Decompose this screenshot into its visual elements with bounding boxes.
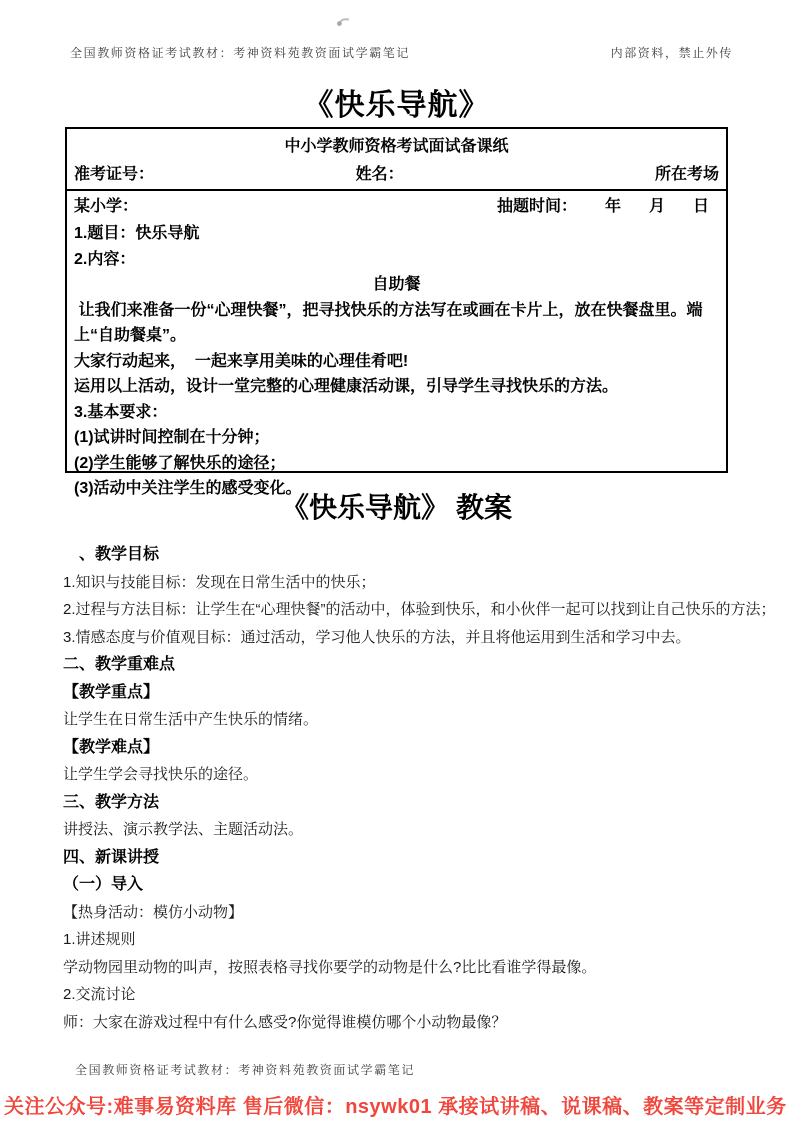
exam-no-label: 准考证号： xyxy=(74,166,155,183)
body-line: 让学生学会寻找快乐的途径。 xyxy=(63,766,259,783)
section-heading: 四、新课讲授 xyxy=(63,848,160,866)
promo-banner: 关注公众号:难事易资料库 售后微信：nsywk01 承接试讲稿、说课稿、教案等定制业务 xyxy=(4,1096,787,1118)
body-line: 【热身活动：模仿小动物】 xyxy=(63,903,244,921)
day-label: 日 xyxy=(692,198,709,215)
prep-line-content-label: 2.内容： xyxy=(74,250,136,268)
prep-line-paragraph: 大家行动起来， 一起来享用美味的心理佳肴吧! xyxy=(74,352,409,370)
school-label: 某小学： xyxy=(74,198,139,215)
prep-line-requirement: (2)学生能够了解快乐的途径； xyxy=(74,454,286,472)
body-line: 1.讲述规则 xyxy=(63,931,136,948)
body-line: 让学生在日常生活中产生快乐的情绪。 xyxy=(63,711,319,728)
prep-sheet-table xyxy=(65,127,728,497)
subsection-heading: （一）导入 xyxy=(63,876,144,893)
month-label: 月 xyxy=(648,198,665,215)
page-header xyxy=(70,44,733,61)
prep-line-paragraph: 运用以上活动，设计一堂完整的心理健康活动课，引导学生寻找快乐的方法。 xyxy=(74,378,619,395)
prep-line-paragraph: 让我们来准备一份“心理快餐”，把寻找快乐的方法写在或画在卡片上，放在快餐盘里。端上“自助餐桌”。 xyxy=(74,301,703,344)
prep-line-topic: 1.题目：快乐导航 xyxy=(74,225,200,242)
year-label: 年 xyxy=(604,198,621,215)
body-line: 学动物园里动物的叫声，按照表格寻找你要学的动物是什么?比比看谁学得最像。 xyxy=(63,958,597,976)
body-line: 1.知识与技能目标：发现在日常生活中的快乐； xyxy=(63,573,376,591)
lesson-plan-body xyxy=(63,541,789,1036)
draw-time-label: 抽题时间： xyxy=(496,198,577,215)
body-line: 师：大家在游戏过程中有什么感受?你觉得谁模仿哪个小动物最像？ xyxy=(63,1013,507,1031)
prep-line-requirement: (3)活动中关注学生的感受变化。 xyxy=(74,480,302,497)
header-right-text: 内部资料，禁止外传 xyxy=(610,46,733,60)
page-footer: 全国教师资格证考试教材：考神资料苑教资面试学霸笔记 xyxy=(75,1063,416,1077)
page-title: 《快乐导航》 xyxy=(303,89,490,122)
header-left-text: 全国教师资格证考试教材：考神资料苑教资面试学霸笔记 xyxy=(70,46,411,60)
school-row xyxy=(74,193,719,221)
section-heading: 三、教学方法 xyxy=(63,793,160,811)
prep-line-requirements-label: 3.基本要求： xyxy=(74,403,168,421)
object-anchor-icon xyxy=(336,14,352,28)
subsection-heading: 【教学难点】 xyxy=(63,738,160,756)
subsection-heading: 【教学重点】 xyxy=(63,683,160,701)
draw-time-group xyxy=(497,193,719,221)
section-heading: 、教学目标 xyxy=(63,546,160,563)
prep-line-requirement: (1)试讲时间控制在十分钟； xyxy=(74,429,270,446)
prep-line-content-title: 自助餐 xyxy=(372,276,421,293)
body-line: 讲授法、演示教学法、主题活动法。 xyxy=(63,821,304,838)
body-line: 3.情感态度与价值观目标：通过活动，学习他人快乐的方法，并且将他运用到生活和学习中去。 xyxy=(63,628,691,646)
lesson-plan-title: 《快乐导航》 教案 xyxy=(280,493,512,524)
body-line: 2.过程与方法目标：让学生在“心理快餐”的活动中，体验到快乐，和小伙伴一起可以找到让自己快乐的方法； xyxy=(63,601,776,618)
body-line: 2.交流讨论 xyxy=(63,986,136,1003)
prep-sheet-title: 中小学教师资格考试面试备课纸 xyxy=(284,138,509,155)
prep-sheet-fields-row xyxy=(67,162,726,191)
venue-label: 所在考场 xyxy=(654,166,719,183)
section-heading: 二、教学重难点 xyxy=(63,656,176,673)
name-label: 姓名： xyxy=(355,166,404,183)
